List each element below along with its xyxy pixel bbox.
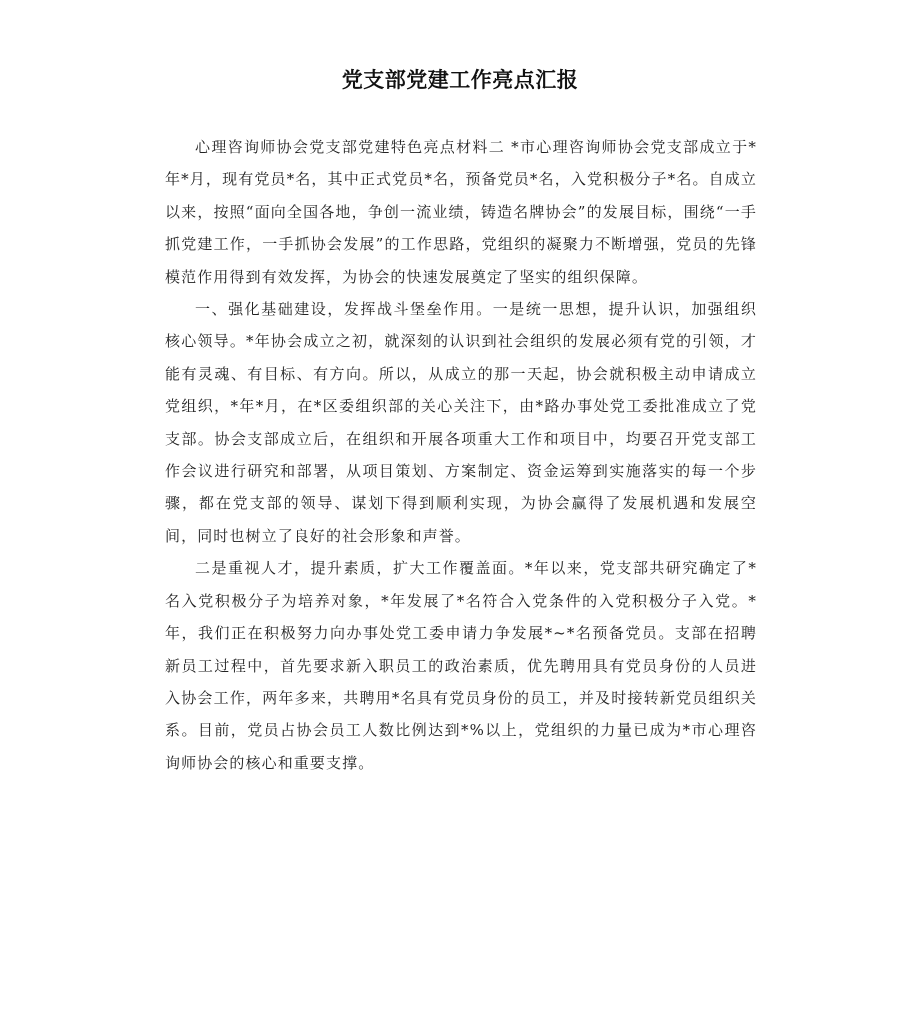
- document-body: [165, 131, 757, 779]
- paragraph-talent: 二是重视人才，提升素质，扩大工作覆盖面。*年以来，党支部共研究确定了*名入党积极分子为培养对象，*年发展了*名符合入党条件的入党积极分子入党。*年，我们正在积极努力向办事处党工委申请力争发展*~*名预备党员。支部在招聘新员工过程中，首先要求新入职员工的政治素质，优先聘用具有党员身份的人员进入协会工作，两年多来，共聘用*名具有党员身份的员工，并及时接转新党员组织关系。目前，党员占协会员工人数比例达到*%以上，党组织的力量已成为*市心理咨询师协会的核心和重要支撑。: [165, 559, 757, 772]
- document-title: 党支部党建工作亮点汇报: [341, 68, 579, 92]
- paragraph-basic-construction: 一、强化基础建设，发挥战斗堡垒作用。一是统一思想，提升认识，加强组织核心领导。*年协会成立之初，就深刻的认识到社会组织的发展必须有党的引领，才能有灵魂、有目标、有方向。所以，从成立的那一天起，协会就积极主动申请成立党组织，*年*月，在*区委组织部的关心关注下，由*路办事处党工委批准成立了党支部。协会支部成立后，在组织和开展各项重大工作和项目中，均要召开党支部工作会议进行研究和部署，从项目策划、方案制定、资金运筹到实施落实的每一个步骤，都在党支部的领导、谋划下得到顺利实现，为协会赢得了发展机遇和发展空间，同时也树立了良好的社会形象和声誉。: [165, 300, 757, 545]
- paragraph-intro: 心理咨询师协会党支部党建特色亮点材料二 *市心理咨询师协会党支部成立于*年*月，现有党员*名，其中正式党员*名，预备党员*名，入党积极分子*名。自成立以来，按照“面向全国各地，争创一流业绩，铸造名牌协会”的发展目标，围绕“一手抓党建工作，一手抓协会发展”的工作思路，党组织的凝聚力不断增强，党员的先锋模范作用得到有效发挥，为协会的快速发展奠定了坚实的组织保障。: [165, 138, 757, 286]
